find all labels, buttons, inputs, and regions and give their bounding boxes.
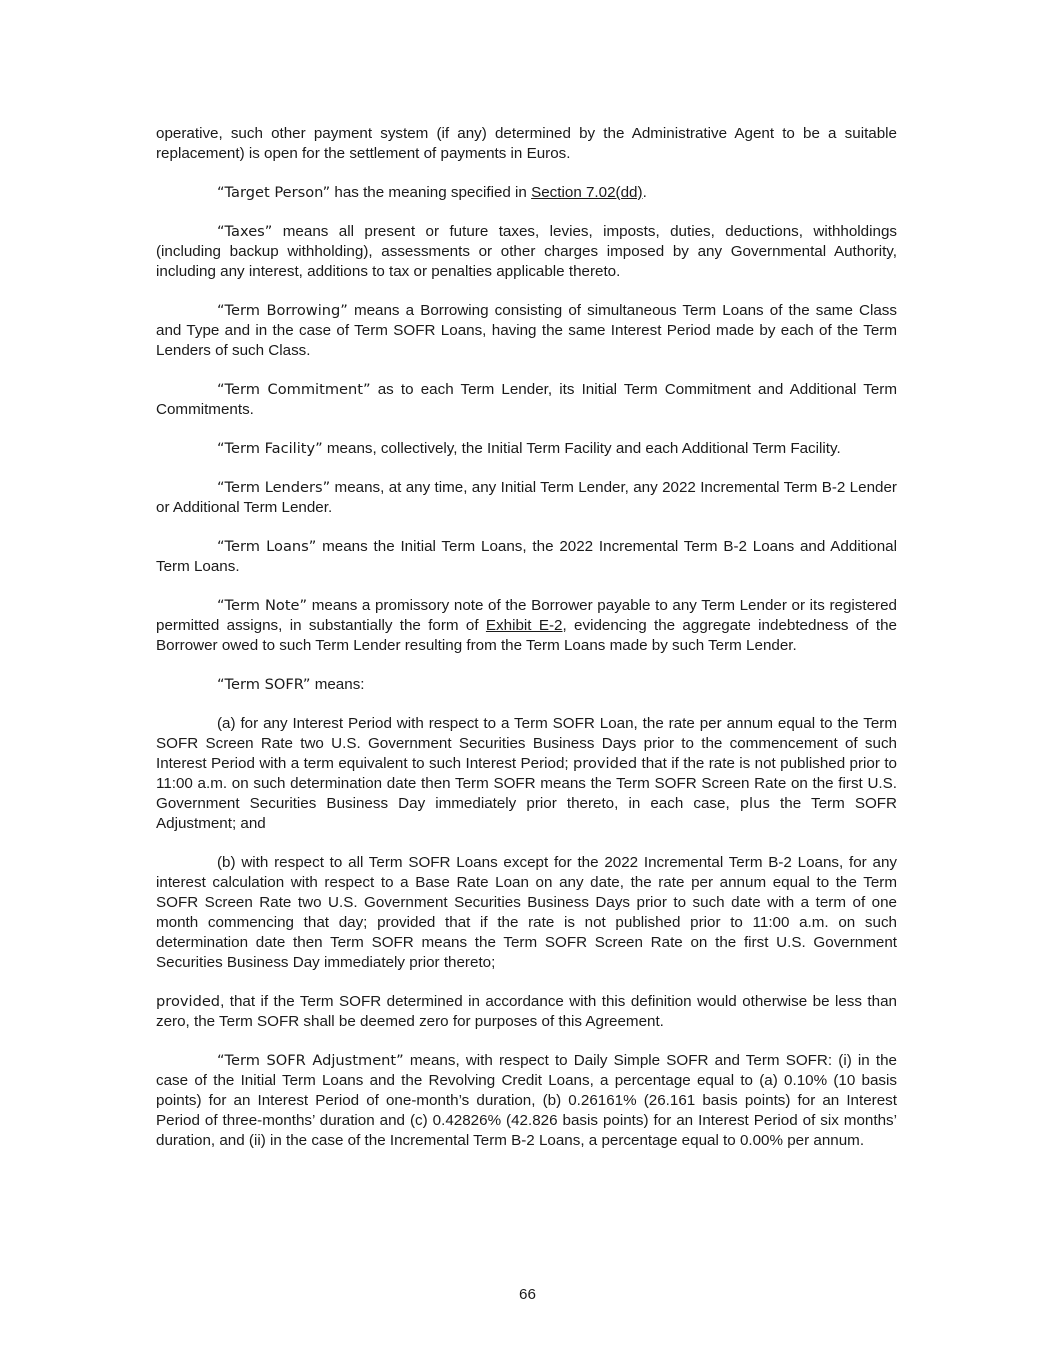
definition-target-person bbox=[156, 183, 897, 203]
page-number: 66 bbox=[519, 1286, 536, 1303]
text-segment: (b) with respect to all Term SOFR Loans except for the 2022 Incremental Term B-2 Loans, for any interest calculation with respect to a Base Rate Loan on any date, the rate per annum equal to the Term SOFR Screen Rate two U.S. Government Securities Business Days prior to such date with a term of one month commencing that day; provided that if the rate is not published prior to 11:00 a.m. on such determination date then Term SOFR means the Term SOFR Screen Rate on the first U.S. Government Securities Business Day immediately prior thereto; bbox=[156, 854, 897, 971]
defined-term: “Term SOFR Adjustment” bbox=[217, 1052, 404, 1069]
definition-term-sofr-adjustment bbox=[156, 1051, 897, 1151]
defined-term: “Term SOFR” bbox=[217, 676, 311, 693]
text-segment: as to each Term Lender, its Initial Term Commitment and Additional Term Commitments. bbox=[156, 381, 897, 418]
text-segment: means, collectively, the Initial Term Facility and each Additional Term Facility. bbox=[322, 440, 841, 457]
defined-term: “Term Facility” bbox=[217, 440, 323, 457]
definition-term-borrowing bbox=[156, 301, 897, 361]
term-sofr-clause-b bbox=[156, 853, 897, 973]
text-segment: (a) for any Interest Period with respect to a Term SOFR Loan, the rate per annum equal to the Term SOFR Screen Rate two U.S. Government Securities Business Days prior to the commencement of such Interest Period with a term equivalent to such Interest Period; bbox=[156, 715, 897, 772]
text-segment: the Term SOFR Adjustment; and bbox=[156, 795, 898, 832]
defined-term: “Term Loans” bbox=[217, 538, 317, 555]
text-segment: operative, such other payment system (if any) determined by the Administrative Agent to be a suitable replacement) is open for the settlement of payments in Euros. bbox=[156, 125, 897, 162]
text-segment: means a Borrowing consisting of simultaneous Term Loans of the same Class and Type and in the case of Term SOFR Loans, having the same Interest Period made by each of the Term Lenders of such Class. bbox=[156, 302, 897, 359]
defined-term: “Target Person” bbox=[217, 184, 331, 201]
plus-term: plus bbox=[739, 795, 770, 812]
provided-term: provided bbox=[156, 993, 221, 1010]
exhibit-e-2-link[interactable]: Exhibit E-2 bbox=[485, 617, 563, 634]
text-segment: means: bbox=[310, 676, 365, 693]
defined-term: “Term Commitment” bbox=[217, 381, 371, 398]
text-segment: means all present or future taxes, levies, imposts, duties, deductions, withholdings (including backup withholding), assessments or other charges imposed by any Governmental Authority, including any interest, additions to tax or penalties applicable thereto. bbox=[156, 223, 897, 280]
text-segment: means the Initial Term Loans, the 2022 Incremental Term B-2 Loans and Additional Term Loans. bbox=[156, 538, 897, 575]
defined-term: “Term Lenders” bbox=[217, 479, 331, 496]
term-sofr-floor-proviso bbox=[156, 992, 897, 1032]
document-body bbox=[156, 124, 897, 1170]
text-segment: , that if the Term SOFR determined in accordance with this definition would otherwise be less than zero, the Term SOFR shall be deemed zero for purposes of this Agreement. bbox=[156, 993, 897, 1030]
section-7-02-dd-link[interactable]: Section 7.02(dd) bbox=[531, 184, 643, 201]
text-segment: that if the rate is not published prior to 11:00 a.m. on such determination date then Term SOFR means the Term SOFR Screen Rate on the first U.S. Government Securities Business Day immediately prior thereto, in each case, bbox=[156, 755, 897, 812]
definition-term-note bbox=[156, 596, 897, 656]
definition-term-lenders bbox=[156, 478, 897, 518]
definition-term-loans bbox=[156, 537, 897, 577]
text-segment: . bbox=[642, 184, 647, 201]
text-segment: means, at any time, any Initial Term Lender, any 2022 Incremental Term B-2 Lender or Additional Term Lender. bbox=[156, 479, 897, 516]
provided-term: provided bbox=[573, 755, 638, 772]
defined-term: “Term Borrowing” bbox=[217, 302, 348, 319]
term-sofr-clause-a bbox=[156, 714, 897, 834]
definition-term-commitment bbox=[156, 380, 897, 420]
definition-taxes bbox=[156, 222, 897, 282]
text-segment: means, with respect to Daily Simple SOFR and Term SOFR: (i) in the case of the Initial Term Loans and the Revolving Credit Loans, a percentage equal to (a) 0.10% (10 basis points) for an Interest Period of one-month’s duration, (b) 0.26161% (26.161 basis points) for an Interest Period of three-months’ duration and (c) 0.42826% (42.826 basis points) for an Interest Period of six months’ duration, and (ii) in the case of the Incremental Term B-2 Loans, a percentage equal to 0.00% per annum. bbox=[156, 1052, 898, 1149]
text-segment: means a promissory note of the Borrower payable to any Term Lender or its registered permitted assigns, in substantially the form of bbox=[156, 597, 897, 634]
paragraph-payment-system bbox=[156, 124, 897, 164]
definition-term-facility bbox=[156, 439, 897, 459]
defined-term: “Term Note” bbox=[217, 597, 308, 614]
defined-term: “Taxes” bbox=[217, 223, 273, 240]
text-segment: has the meaning specified in bbox=[330, 184, 532, 201]
text-segment: , evidencing the aggregate indebtedness of the Borrower owed to such Term Lender resulting from the Term Loans made by such Term Lender. bbox=[156, 617, 897, 654]
definition-term-sofr bbox=[156, 675, 897, 695]
